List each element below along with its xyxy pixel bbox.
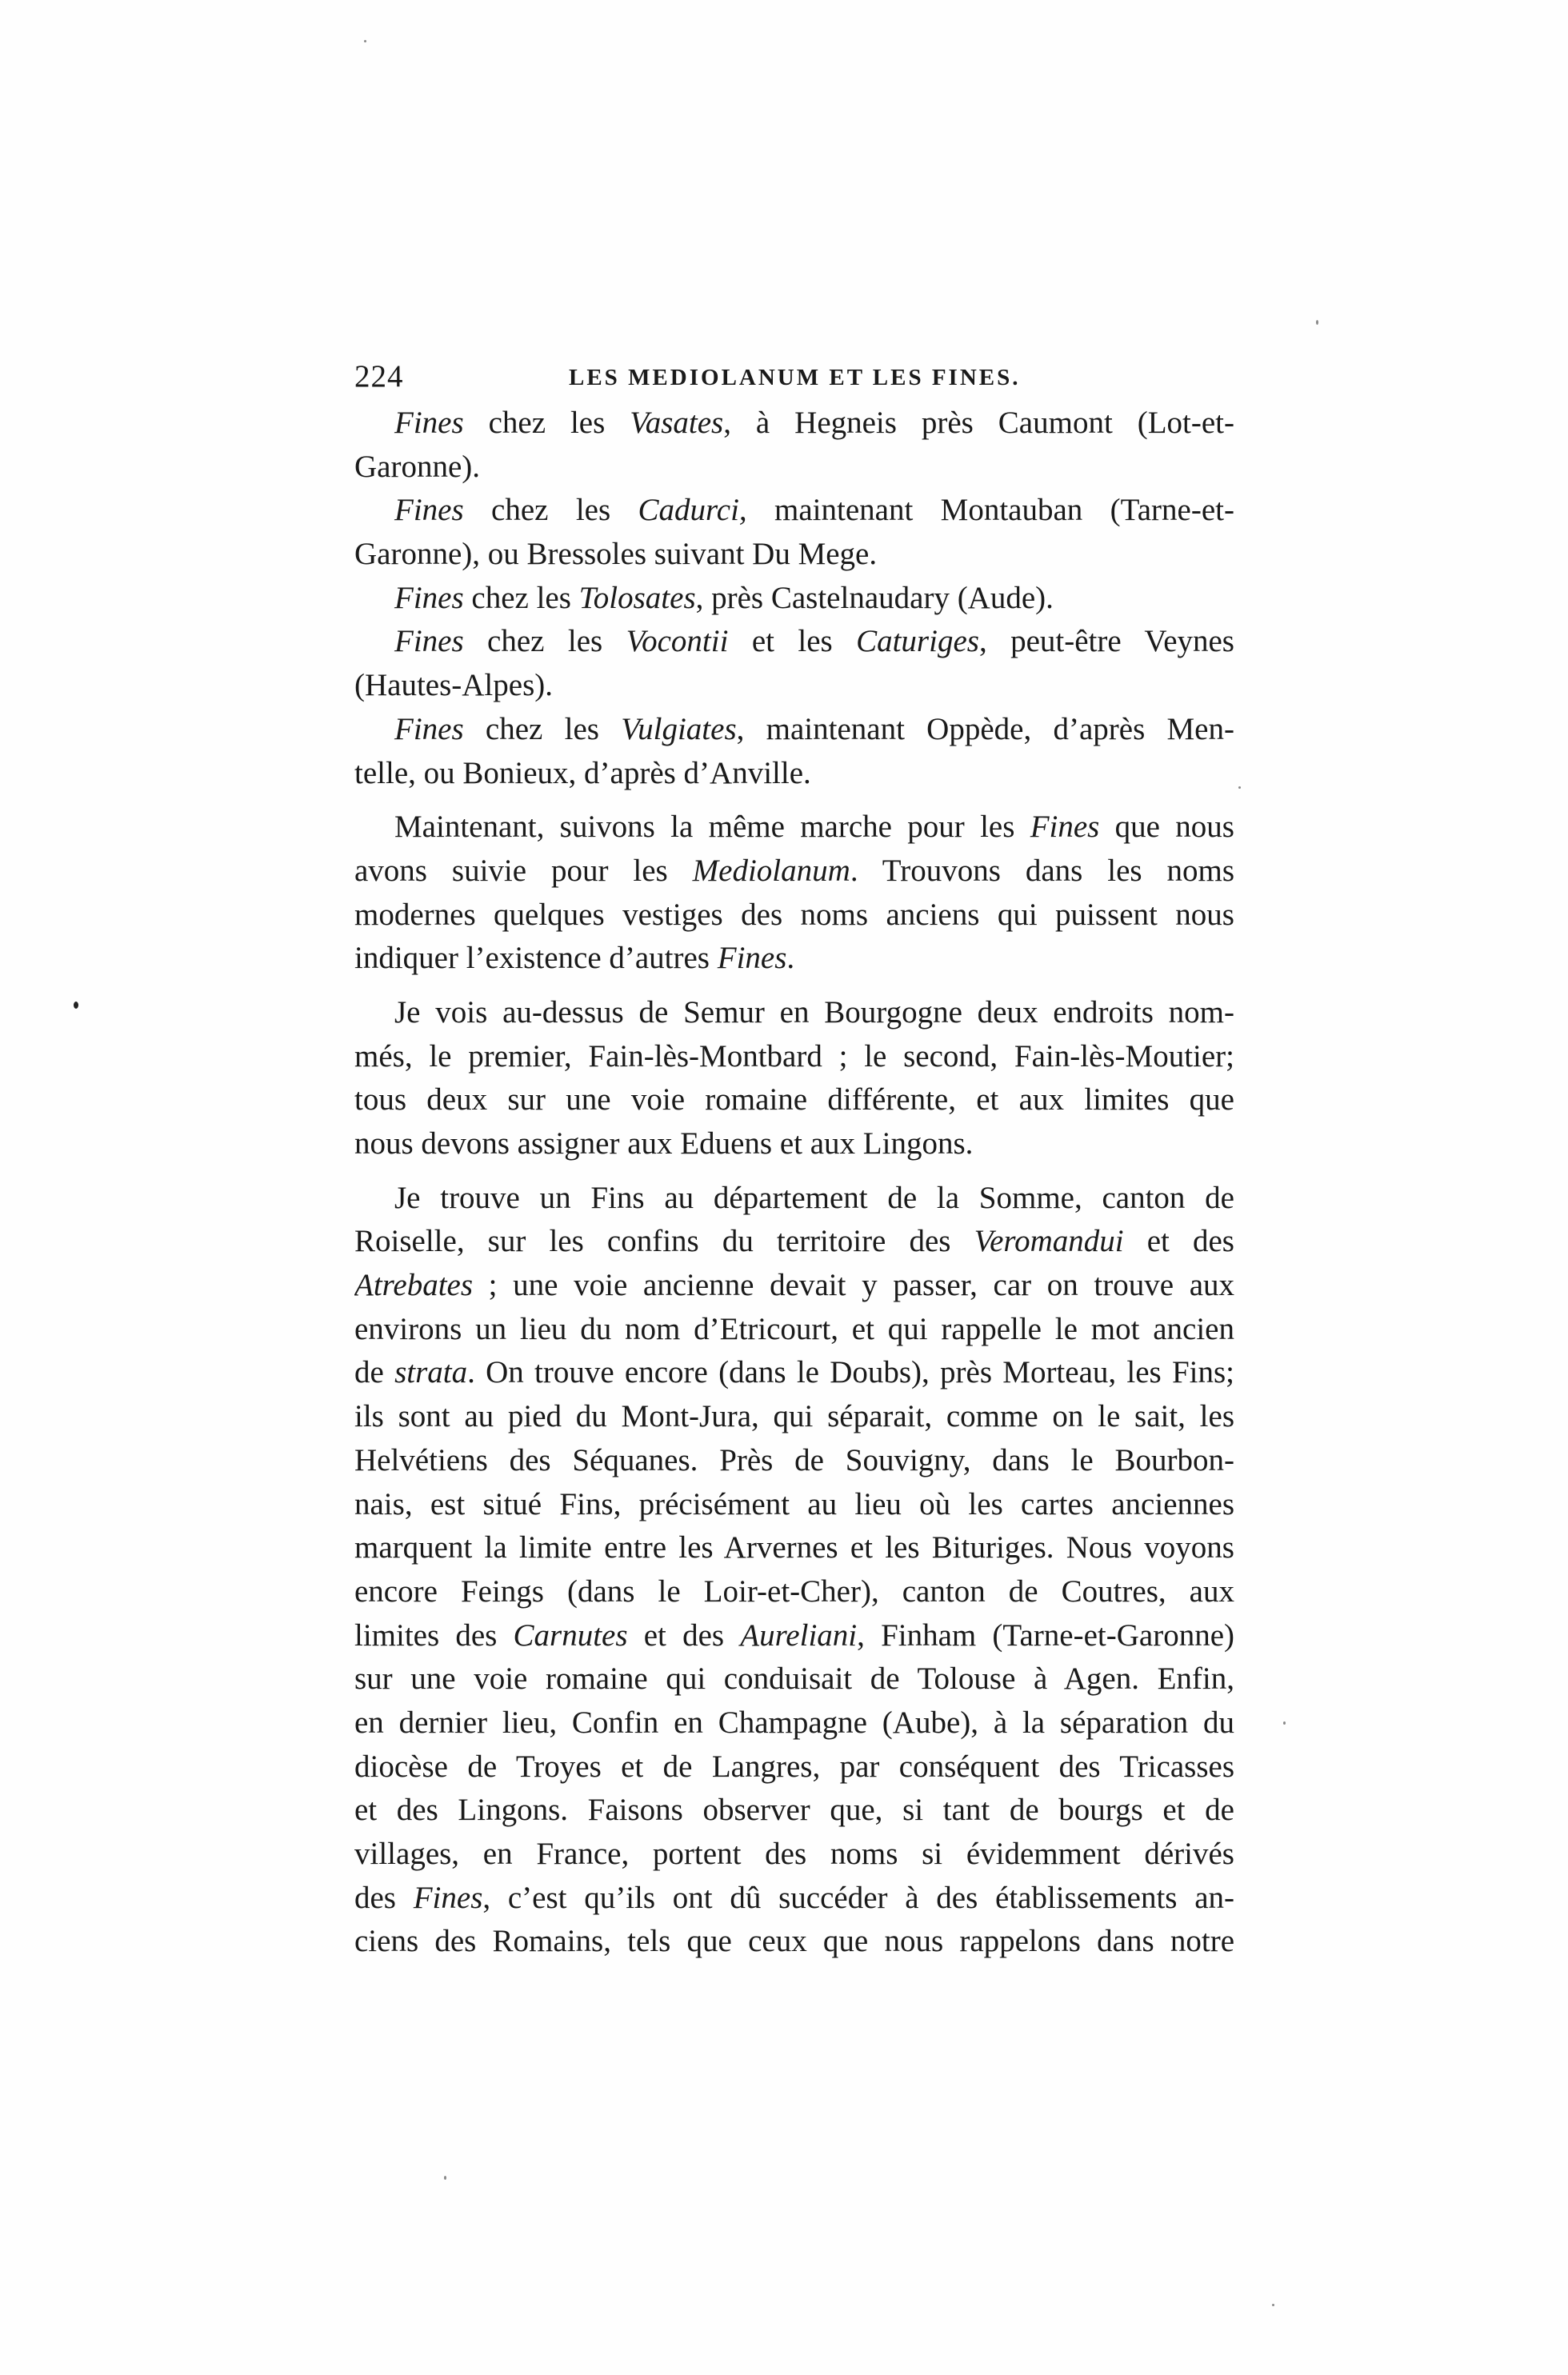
text-segment: diocèse de Troyes et de Langres, par conséquent des Tricasses: [354, 1749, 1234, 1784]
text-line: [354, 533, 1234, 577]
italic-term: Fines: [413, 1880, 483, 1915]
text-segment: marquent la limite entre les Arvernes et les Bituriges. Nous voyons: [354, 1530, 1234, 1565]
text-segment: telle, ou Bonieux, d’après d’Anville.: [354, 755, 811, 790]
text-segment: més, le premier, Fain-lès-Montbard ; le second, Fain-lès-Moutier;: [354, 1038, 1234, 1074]
text-segment: de: [354, 1355, 395, 1390]
text-segment: , peut-être Veynes: [978, 624, 1234, 659]
text-line: [354, 1570, 1234, 1614]
paper-speck: [1238, 786, 1241, 789]
text-segment: (Hautes-Alpes).: [354, 668, 553, 703]
text-line: [354, 577, 1234, 621]
body-text: [354, 402, 1234, 1964]
text-line: [354, 937, 1234, 981]
text-segment: Je trouve un Fins au département de la Somme, canton de: [394, 1180, 1234, 1215]
text-segment: avons suivie pour les: [354, 853, 693, 888]
italic-term: Aureliani: [740, 1617, 858, 1653]
italic-term: Fines: [717, 941, 787, 976]
text-line: [354, 620, 1234, 664]
italic-term: Fines: [394, 624, 464, 659]
text-line: [354, 1351, 1234, 1395]
text-segment: des: [354, 1880, 414, 1915]
paper-speck: [1283, 1721, 1286, 1725]
text-line: [354, 991, 1234, 1035]
text-line: [354, 1177, 1234, 1221]
text-segment: et des: [1123, 1224, 1234, 1259]
text-line: [354, 1308, 1234, 1352]
text-segment: , c’est qu’ils ont dû succéder à des établissements an-: [482, 1880, 1234, 1915]
text-line: [354, 1122, 1234, 1166]
text-line: [354, 894, 1234, 938]
text-line: [354, 806, 1234, 850]
italic-term: Fines: [394, 580, 464, 615]
paper-speck: [444, 2176, 446, 2180]
text-line: [354, 1745, 1234, 1789]
paper-speck: [1272, 2304, 1274, 2306]
text-line: [354, 752, 1234, 796]
text-segment: . Trouvons dans les noms: [850, 853, 1234, 888]
text-line: [354, 402, 1234, 446]
text-segment: chez les: [463, 711, 622, 746]
italic-term: Mediolanum: [692, 853, 850, 888]
text-segment: Je vois au-dessus de Semur en Bourgogne deux endroits nom-: [394, 994, 1234, 1030]
italic-term: Veromandui: [974, 1224, 1124, 1259]
text-segment: encore Feings (dans le Loir-et-Cher), canton de Coutres, aux: [354, 1573, 1234, 1609]
italic-term: Fines: [394, 406, 464, 440]
text-line: [354, 1220, 1234, 1264]
text-line: [354, 1701, 1234, 1745]
text-segment: Roiselle, sur les confins du territoire des: [354, 1224, 974, 1259]
text-segment: et des Lingons. Faisons observer que, si tant de bourgs et de: [354, 1793, 1234, 1828]
text-segment: chez les: [463, 624, 626, 659]
italic-term: Atrebates: [354, 1268, 474, 1303]
text-segment: . On trouve encore (dans le Doubs), près Morteau, les Fins;: [467, 1355, 1234, 1390]
text-segment: .: [786, 941, 795, 976]
italic-term: Vasates: [630, 406, 724, 440]
text-segment: ciens des Romains, tels que ceux que nous rappelons dans notre: [354, 1924, 1234, 1959]
text-line: [354, 708, 1234, 752]
italic-term: Carnutes: [513, 1617, 628, 1653]
text-segment: chez les: [463, 493, 638, 528]
text-line: [354, 1526, 1234, 1570]
italic-term: strata: [394, 1355, 468, 1390]
text-segment: limites des: [354, 1617, 514, 1653]
text-line: [354, 1078, 1234, 1122]
text-segment: en dernier lieu, Confin en Champagne (Aube), à la séparation du: [354, 1705, 1234, 1740]
text-segment: Garonne).: [354, 449, 481, 484]
italic-term: Tolosates: [578, 580, 696, 615]
text-segment: , maintenant Oppède, d’après Men-: [736, 711, 1234, 746]
text-segment: ils sont au pied du Mont-Jura, qui séparait, comme on le sait, les: [354, 1399, 1234, 1434]
italic-term: Vocontii: [626, 624, 729, 659]
text-line: [354, 664, 1234, 708]
text-line: [354, 850, 1234, 894]
text-line: [354, 1264, 1234, 1308]
text-segment: modernes quelques vestiges des noms anciens qui puissent nous: [354, 897, 1234, 932]
text-line: [354, 1877, 1234, 1921]
text-segment: environs un lieu du nom d’Etricourt, et qui rappelle le mot ancien: [354, 1311, 1234, 1346]
paper-speck: [364, 40, 366, 42]
text-segment: sur une voie romaine qui conduisait de Tolouse à Agen. Enfin,: [354, 1661, 1234, 1697]
italic-term: Caturiges: [856, 624, 979, 659]
paper-speck: [74, 1002, 78, 1009]
running-title: LES MEDIOLANUM ET LES FINES.: [569, 365, 1021, 390]
text-line: [354, 1789, 1234, 1833]
text-segment: et des: [627, 1617, 741, 1653]
italic-term: Cadurci,: [638, 493, 747, 528]
text-segment: tous deux sur une voie romaine différente, et aux limites que: [354, 1082, 1234, 1118]
text-segment: Garonne), ou Bressoles suivant Du Mege.: [354, 537, 878, 572]
text-segment: nais, est situé Fins, précisément au lieu où les cartes anciennes: [354, 1486, 1234, 1521]
italic-term: Fines: [394, 711, 464, 746]
text-segment: indiquer l’existence d’autres: [354, 941, 718, 976]
text-segment: chez les: [463, 406, 630, 440]
text-line: [354, 1614, 1234, 1658]
paper-speck: [1316, 320, 1318, 325]
text-line: [354, 1657, 1234, 1701]
page-number: 224: [354, 359, 404, 394]
text-line: [354, 1439, 1234, 1483]
text-segment: , à Hegneis près Caumont (Lot-et-: [723, 406, 1234, 440]
text-segment: et les: [728, 624, 857, 659]
text-line: [354, 1395, 1234, 1439]
text-segment: nous devons assigner aux Eduens et aux Lingons.: [354, 1126, 974, 1161]
text-line: [354, 1833, 1234, 1877]
text-segment: villages, en France, portent des noms si évidemment dérivés: [354, 1837, 1234, 1871]
text-segment: Helvétiens des Séquanes. Près de Souvigny, dans le Bourbon-: [354, 1442, 1234, 1477]
italic-term: Fines: [1030, 810, 1100, 845]
text-line: [354, 1483, 1234, 1527]
text-line: [354, 1920, 1234, 1964]
text-line: [354, 489, 1234, 533]
text-segment: Maintenant, suivons la même marche pour les: [394, 810, 1030, 845]
text-segment: que nous: [1099, 810, 1234, 845]
text-line: [354, 1035, 1234, 1079]
page-header: [354, 358, 1234, 398]
text-segment: ; une voie ancienne devait y passer, car on trouve aux: [473, 1268, 1234, 1303]
text-segment: , près Castelnaudary (Aude).: [695, 580, 1054, 615]
text-segment: , Finham (Tarne-et-Garonne): [857, 1617, 1234, 1653]
text-line: [354, 446, 1234, 490]
text-segment: maintenant Montauban (Tarne-et-: [746, 493, 1234, 528]
italic-term: Fines: [394, 493, 464, 528]
text-segment: chez les: [463, 580, 579, 615]
italic-term: Vulgiates: [621, 711, 737, 746]
